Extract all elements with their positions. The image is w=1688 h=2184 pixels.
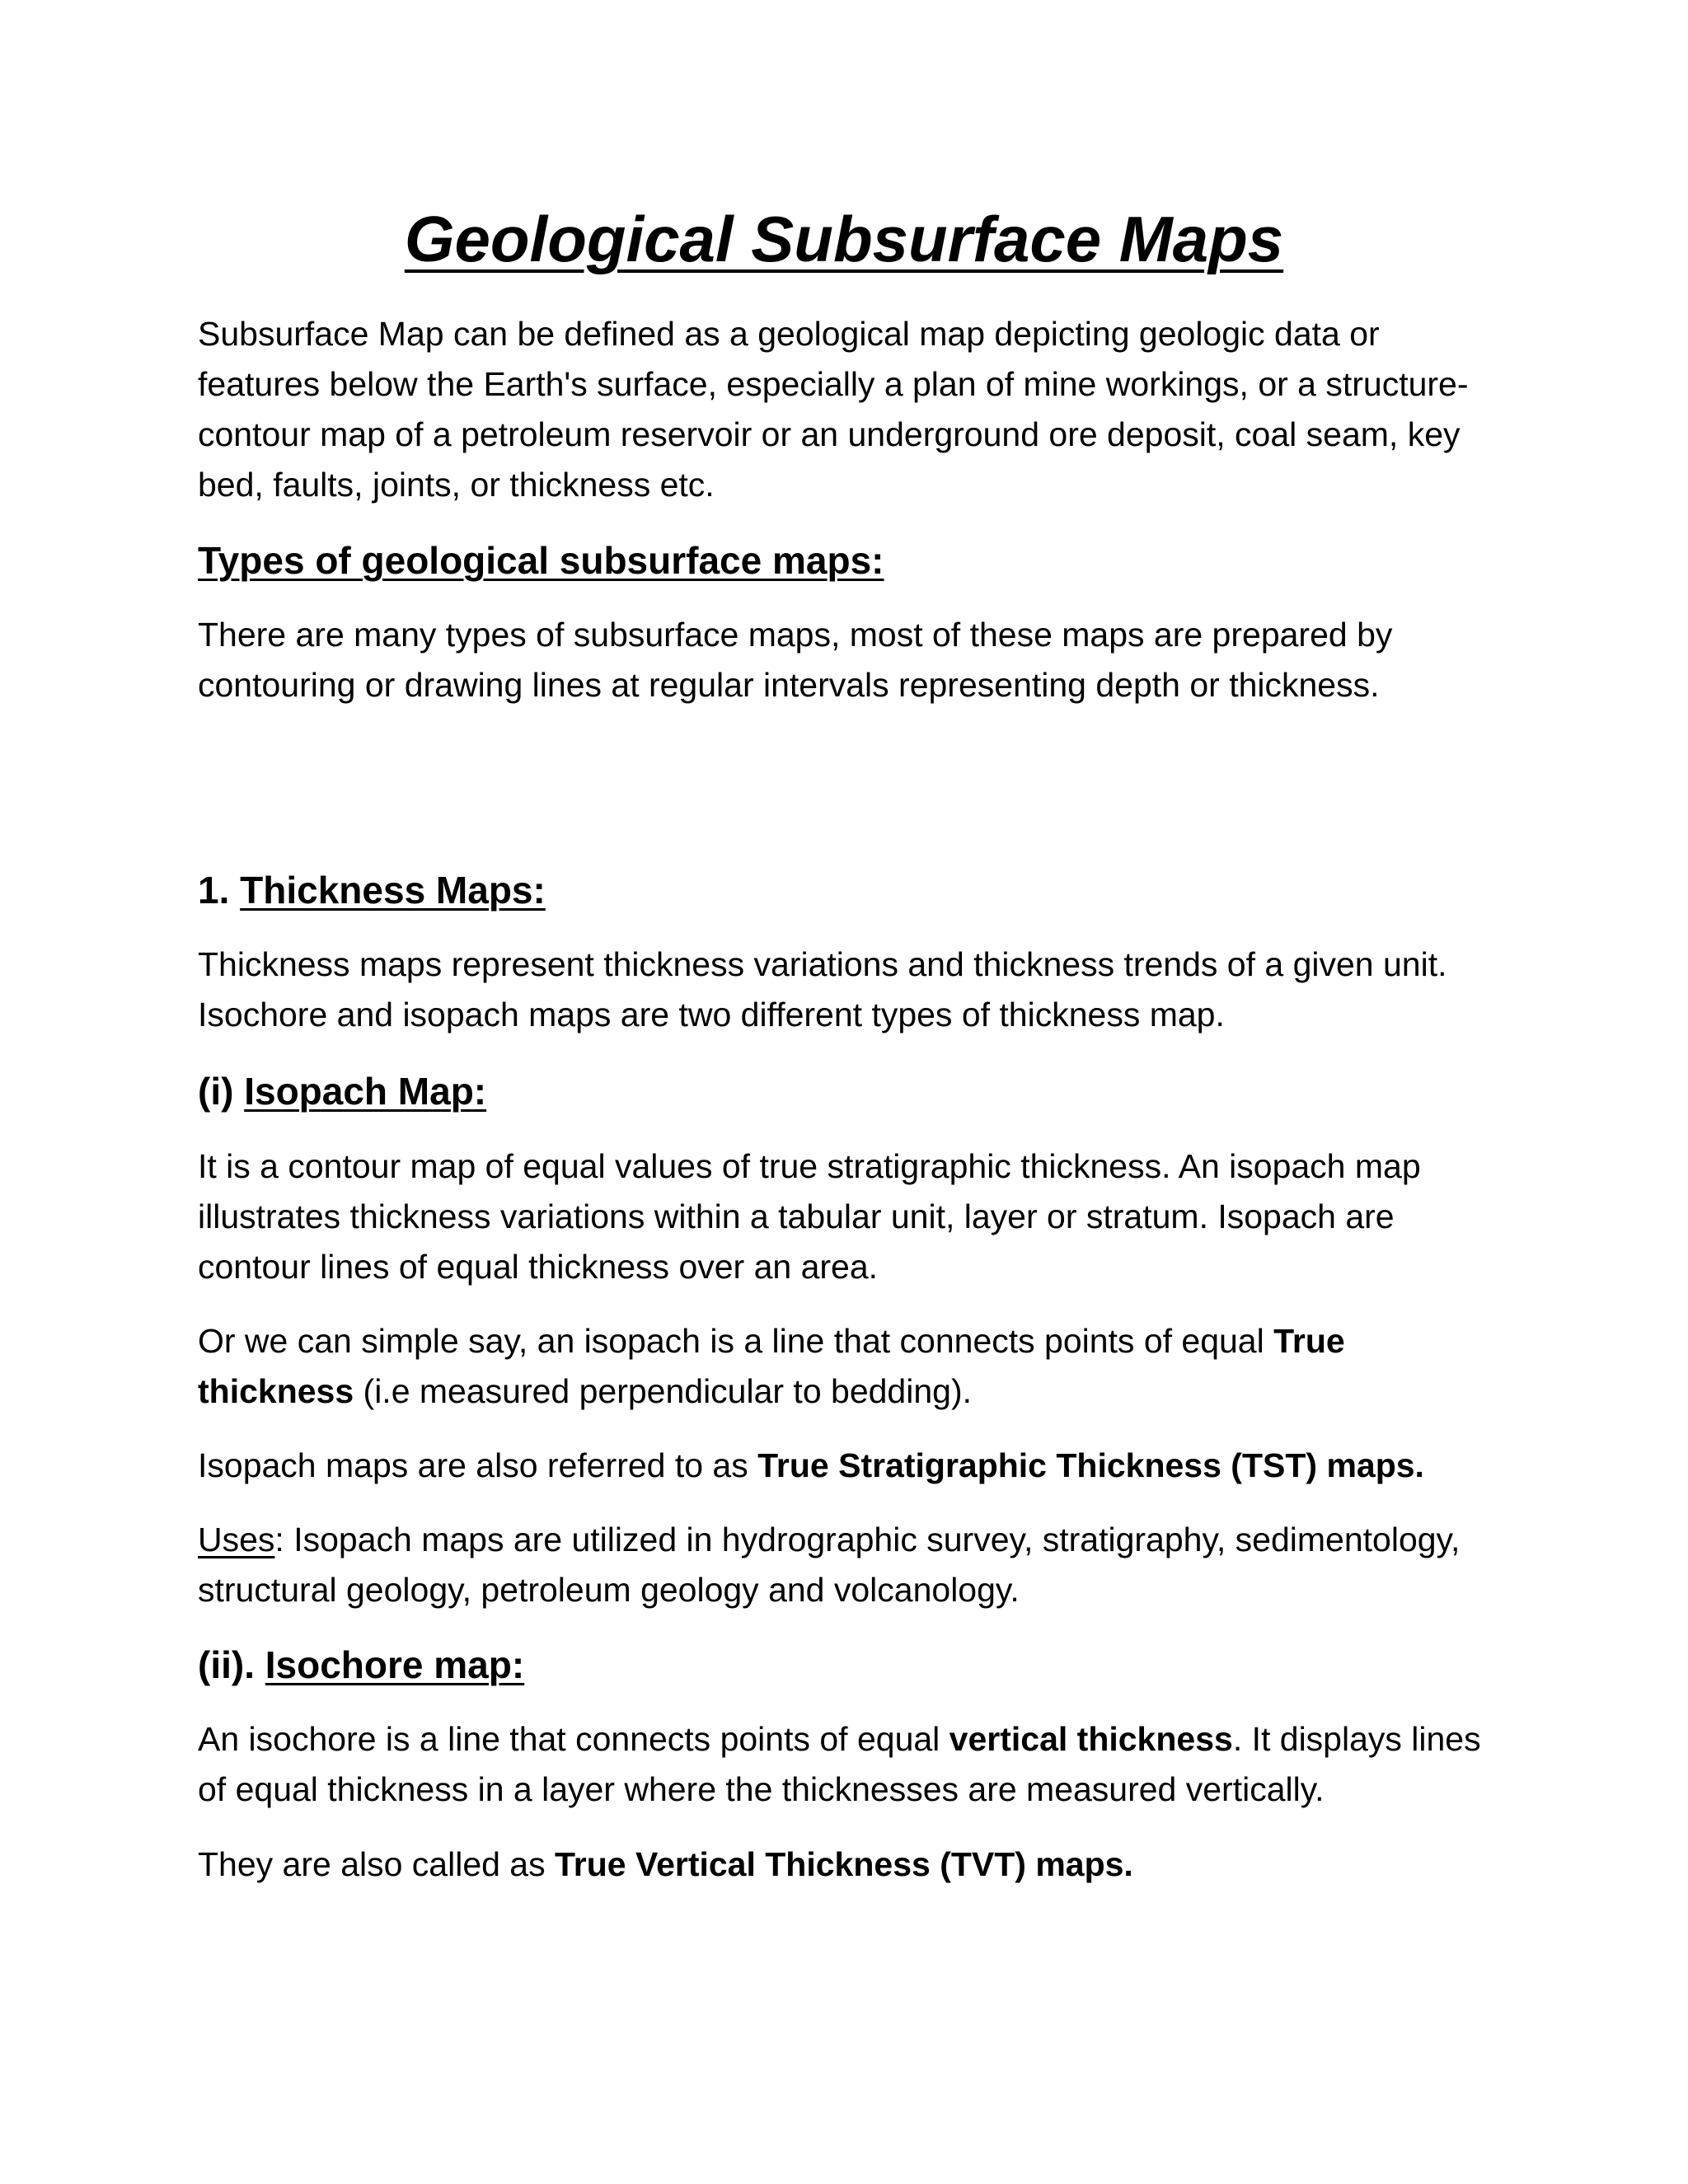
thickness-heading-text: Thickness Maps: <box>240 869 546 912</box>
isopach-p3-start: Isopach maps are also referred to as <box>198 1446 758 1484</box>
types-heading <box>198 534 884 587</box>
isopach-paragraph-1: It is a contour map of equal values of true stratigraphic thickness. An isopach map illustrates thickness variations within a tabular unit, layer or stratum. Isopach are contour lines of equal thickness over an area. <box>198 1147 1421 1286</box>
thickness-number: 1. <box>198 869 230 912</box>
isochore-paragraph-2 <box>198 1840 1500 1890</box>
types-paragraph: There are many types of subsurface maps, most of these maps are prepared by contouring or drawing lines at regular intervals representing depth or thickness. <box>198 616 1393 704</box>
uses-text: : Isopach maps are utilized in hydrographic survey, stratigraphy, sedimentology, structural geology, petroleum geology and volcanology. <box>198 1521 1461 1609</box>
isopach-p2-start: Or we can simple say, an isopach is a line that connects points of equal <box>198 1322 1274 1360</box>
types-heading-text: Types of geological subsurface maps: <box>198 539 884 582</box>
isopach-p2-end: (i.e measured perpendicular to bedding). <box>354 1372 972 1410</box>
isochore-paragraph-1 <box>198 1714 1500 1815</box>
thickness-paragraph: Thickness maps represent thickness variations and thickness trends of a given unit. Isochore and isopach maps are two different types of thickness map. <box>198 945 1447 1033</box>
isochore-heading <box>198 1638 524 1691</box>
isochore-p1-bold: vertical thickness <box>949 1720 1233 1758</box>
isochore-heading-text: Isochore map: <box>265 1643 525 1686</box>
isopach-paragraph-2 <box>198 1316 1500 1417</box>
isochore-p1-end: . It displays lines of equal thickness in a layer where the thicknesses are measured vertically. <box>198 1720 1481 1808</box>
isopach-heading <box>198 1065 486 1118</box>
isochore-number: (ii). <box>198 1643 255 1686</box>
isopach-heading-text: Isopach Map: <box>244 1070 487 1113</box>
isopach-paragraph-3 <box>198 1441 1500 1491</box>
isopach-p2-bold: True thickness <box>198 1322 1345 1410</box>
isochore-p2-bold: True Vertical Thickness (TVT) maps. <box>555 1845 1133 1883</box>
isochore-p1-start: An isochore is a line that connects points of equal <box>198 1720 950 1758</box>
isopach-uses-paragraph <box>198 1515 1500 1615</box>
isopach-p3-bold: True Stratigraphic Thickness (TST) maps. <box>757 1446 1424 1484</box>
intro-paragraph: Subsurface Map can be defined as a geological map depicting geologic data or features below the Earth's surface, especially a plan of mine workings, or a structure-contour map of a petroleum reservoir or an underground ore deposit, coal seam, key bed, faults, joints, or thickness etc. <box>198 315 1469 504</box>
page-title: Geological Subsurface Maps <box>404 203 1284 275</box>
thickness-heading <box>198 864 546 916</box>
isopach-number: (i) <box>198 1070 234 1113</box>
isochore-p2-start: They are also called as <box>198 1845 556 1883</box>
uses-label: Uses <box>198 1521 275 1558</box>
